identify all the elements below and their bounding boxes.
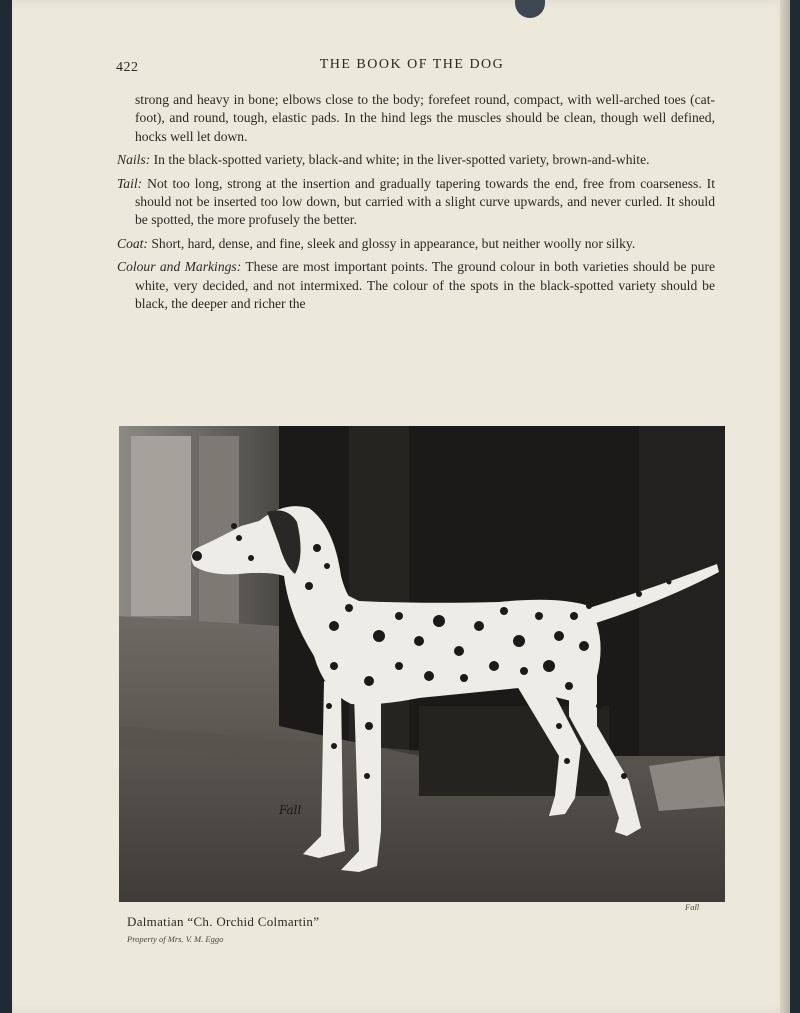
figure-caption: Dalmatian “Ch. Orchid Colmartin” xyxy=(127,914,320,929)
running-head: THE BOOK OF THE DOG xyxy=(319,57,505,72)
paragraph-tail xyxy=(117,175,715,230)
paragraph-coat xyxy=(117,235,715,253)
paragraph-text: Not too long, strong at the insertion and gradually tapering towards the end, free from coarseness. It should not be inserted too low down, but carried with a slight curve upwards, and never curled. It should be spotted, the more profusely the better. xyxy=(135,175,715,228)
photo-signature: Fall xyxy=(279,803,302,817)
term-colour: Colour and Markings: xyxy=(117,259,242,275)
paragraph-colour xyxy=(117,258,715,313)
term-nails: Nails: xyxy=(117,152,151,168)
figure-credit: Property of Mrs. V. M. Eggo xyxy=(127,934,224,944)
punch-hole xyxy=(515,0,545,18)
body-text xyxy=(117,91,715,318)
page-edge xyxy=(780,0,790,1013)
book-page xyxy=(12,0,790,1013)
paragraph-continuation xyxy=(117,91,715,146)
paragraph-text: In the black-spotted variety, black-and white; in the liver-spotted variety, brown-and-white. xyxy=(153,152,650,168)
term-coat: Coat: xyxy=(117,235,148,251)
dalmatian-photograph xyxy=(119,426,725,902)
photo-illustration xyxy=(119,426,725,902)
page-number: 422 xyxy=(116,60,139,75)
paragraph-text: strong and heavy in bone; elbows close to the body; forefeet round, compact, with well-arched toes (cat-foot), and round, tough, elastic pads. In the hind legs the muscles should be clean, though well defined, hocks well let down. xyxy=(135,92,715,144)
paragraph-text: Short, hard, dense, and fine, sleek and glossy in appearance, but neither woolly nor silky. xyxy=(151,235,636,251)
term-tail: Tail: xyxy=(117,175,143,191)
paragraph-text: These are most important points. The ground colour in both varieties should be pure white, very decided, and not intermixed. The colour of the spots in the black-spotted variety should be black, the deeper and richer the xyxy=(135,259,716,312)
paragraph-nails xyxy=(117,151,715,169)
photographer-credit: Fall xyxy=(685,902,700,912)
